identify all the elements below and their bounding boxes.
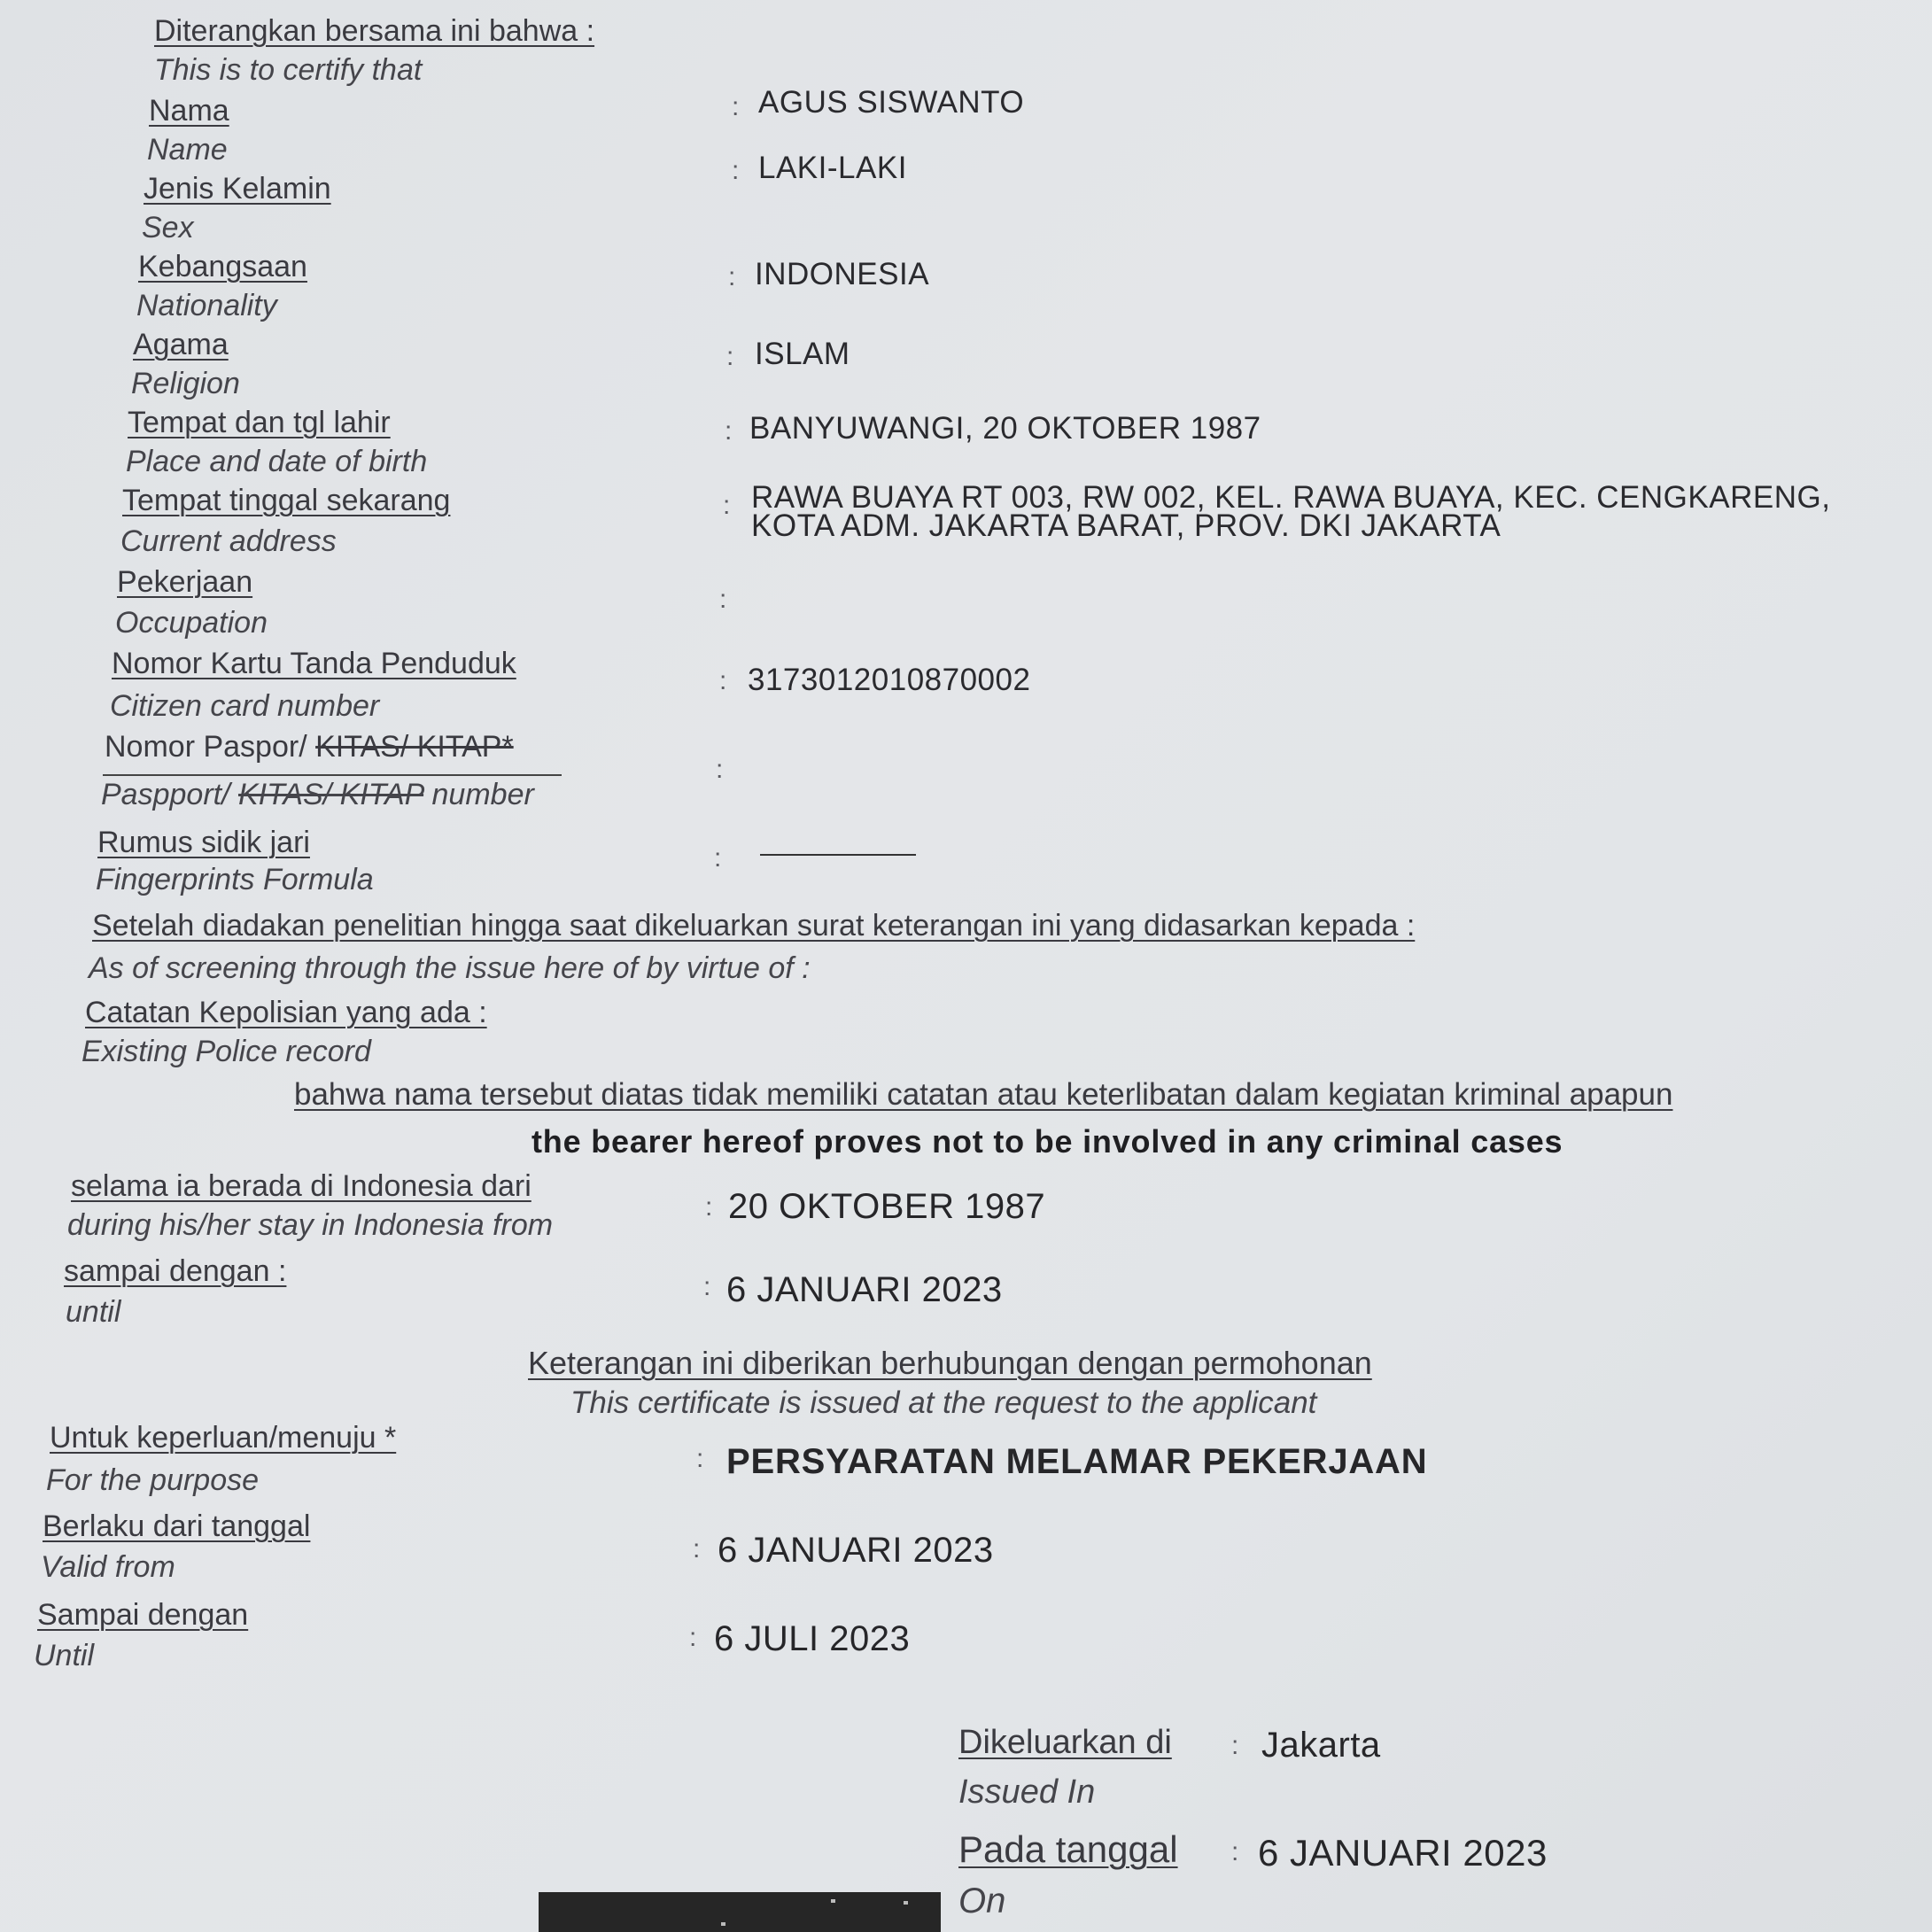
passport-label-id-main: Nomor Paspor/ — [105, 730, 316, 764]
fingerprint-label-id: Rumus sidik jari — [97, 826, 310, 859]
religion-value: ISLAM — [755, 337, 850, 371]
issued-on-label-id: Pada tanggal — [958, 1828, 1178, 1870]
issued-on-value: 6 JANUARI 2023 — [1258, 1832, 1548, 1874]
birth-colon: : — [725, 416, 733, 446]
citizen-card-value: 3173012010870002 — [748, 663, 1031, 697]
purpose-value: PERSYARATAN MELAMAR PEKERJAAN — [726, 1442, 1428, 1481]
purpose-label-id: Untuk keperluan/menuju * — [50, 1421, 397, 1455]
passport-label-id-struck: KITAS/ KITAP* — [315, 730, 514, 764]
sex-colon: : — [732, 156, 740, 185]
issued-in-label-en: Issued In — [958, 1773, 1096, 1811]
passport-label-en-struck: KITAS/ KITAP — [237, 778, 424, 811]
occupation-label-id: Pekerjaan — [117, 565, 253, 599]
intro-label-en: This is to certify that — [154, 53, 423, 87]
citizen-card-label-id: Nomor Kartu Tanda Penduduk — [112, 647, 516, 680]
statement-en: the bearer hereof proves not to be involved in any criminal cases — [531, 1123, 1563, 1160]
address-label-en: Current address — [120, 524, 337, 558]
name-label-en: Name — [147, 133, 228, 167]
birth-value: BANYUWANGI, 20 OKTOBER 1987 — [749, 411, 1261, 446]
sex-label-id: Jenis Kelamin — [144, 172, 331, 206]
birth-label-en: Place and date of birth — [126, 445, 428, 478]
issued-on-colon: : — [1231, 1837, 1239, 1866]
address-value-line2: KOTA ADM. JAKARTA BARAT, PROV. DKI JAKARTA — [751, 508, 1501, 543]
request-label-id: Keterangan ini diberikan berhubungan dengan permohonan — [528, 1345, 1372, 1381]
valid-from-label-id: Berlaku dari tanggal — [43, 1509, 311, 1543]
stay-until-colon: : — [703, 1272, 711, 1301]
passport-colon: : — [716, 755, 724, 784]
redacted-speck — [904, 1901, 908, 1905]
issued-in-colon: : — [1231, 1731, 1239, 1760]
valid-until-label-en: Until — [34, 1639, 95, 1672]
valid-until-value: 6 JULI 2023 — [714, 1619, 911, 1658]
stay-until-label-en: until — [66, 1295, 121, 1329]
passport-label-en-tail: number — [423, 778, 534, 811]
birth-label-id: Tempat dan tgl lahir — [128, 406, 391, 439]
passport-label-id — [105, 730, 514, 764]
redacted-speck — [721, 1922, 725, 1926]
nationality-label-en: Nationality — [136, 289, 277, 322]
purpose-label-en: For the purpose — [46, 1463, 260, 1497]
valid-until-colon: : — [689, 1623, 697, 1652]
stay-from-colon: : — [705, 1192, 713, 1222]
stay-from-label-en: during his/her stay in Indonesia from — [67, 1208, 554, 1242]
address-value-line1: RAWA BUAYA RT 003, RW 002, KEL. RAWA BUAYA, KEC. CENGKARENG, — [751, 480, 1831, 515]
fingerprint-label-en: Fingerprints Formula — [96, 863, 374, 896]
occupation-colon: : — [719, 585, 727, 614]
name-value: AGUS SISWANTO — [758, 85, 1025, 120]
issued-on-label-en: On — [958, 1882, 1006, 1920]
screening-label-id: Setelah diadakan penelitian hingga saat dikeluarkan surat keterangan ini yang didasarkan kepada : — [92, 909, 1416, 943]
address-label-id: Tempat tinggal sekarang — [122, 484, 451, 517]
stay-until-value: 6 JANUARI 2023 — [726, 1270, 1003, 1309]
passport-label-en-main: Paspport/ — [101, 778, 238, 811]
intro-label-id: Diterangkan bersama ini bahwa : — [154, 14, 595, 48]
redacted-speck — [831, 1899, 835, 1903]
nationality-value: INDONESIA — [755, 257, 930, 291]
stay-until-label-id: sampai dengan : — [64, 1254, 287, 1288]
sex-value: LAKI-LAKI — [758, 151, 907, 185]
sex-label-en: Sex — [142, 211, 194, 244]
nationality-colon: : — [728, 262, 736, 291]
religion-label-id: Agama — [133, 328, 229, 361]
issued-in-label-id: Dikeluarkan di — [958, 1724, 1172, 1761]
citizen-card-label-en: Citizen card number — [110, 689, 380, 723]
name-colon: : — [732, 92, 740, 121]
request-label-en: This certificate is issued at the request to the applicant — [570, 1385, 1317, 1420]
screening-label-en: As of screening through the issue here of by virtue of : — [89, 951, 811, 985]
issued-in-value: Jakarta — [1261, 1726, 1381, 1765]
religion-colon: : — [726, 342, 734, 371]
valid-from-colon: : — [693, 1534, 701, 1563]
address-colon: : — [723, 491, 731, 520]
citizen-card-colon: : — [719, 666, 727, 695]
statement-id: bahwa nama tersebut diatas tidak memiliki catatan atau keterlibatan dalam kegiatan kriminal apapun — [294, 1077, 1673, 1112]
stay-from-value: 20 OKTOBER 1987 — [728, 1187, 1046, 1226]
police-record-label-en: Existing Police record — [81, 1035, 371, 1068]
occupation-label-en: Occupation — [115, 606, 268, 640]
stay-from-label-id: selama ia berada di Indonesia dari — [71, 1169, 531, 1203]
valid-from-value: 6 JANUARI 2023 — [718, 1531, 994, 1570]
nationality-label-id: Kebangsaan — [138, 250, 307, 283]
valid-from-label-en: Valid from — [41, 1550, 175, 1584]
religion-label-en: Religion — [131, 367, 240, 400]
name-label-id: Nama — [149, 94, 229, 128]
passport-label-en — [101, 778, 534, 812]
valid-until-label-id: Sampai dengan — [37, 1598, 249, 1632]
redacted-block — [539, 1892, 941, 1932]
fingerprint-blank-line — [760, 854, 916, 856]
passport-label-divider — [103, 774, 562, 776]
police-record-label-id: Catatan Kepolisian yang ada : — [85, 996, 487, 1029]
fingerprint-colon: : — [714, 843, 722, 873]
purpose-colon: : — [696, 1444, 704, 1473]
